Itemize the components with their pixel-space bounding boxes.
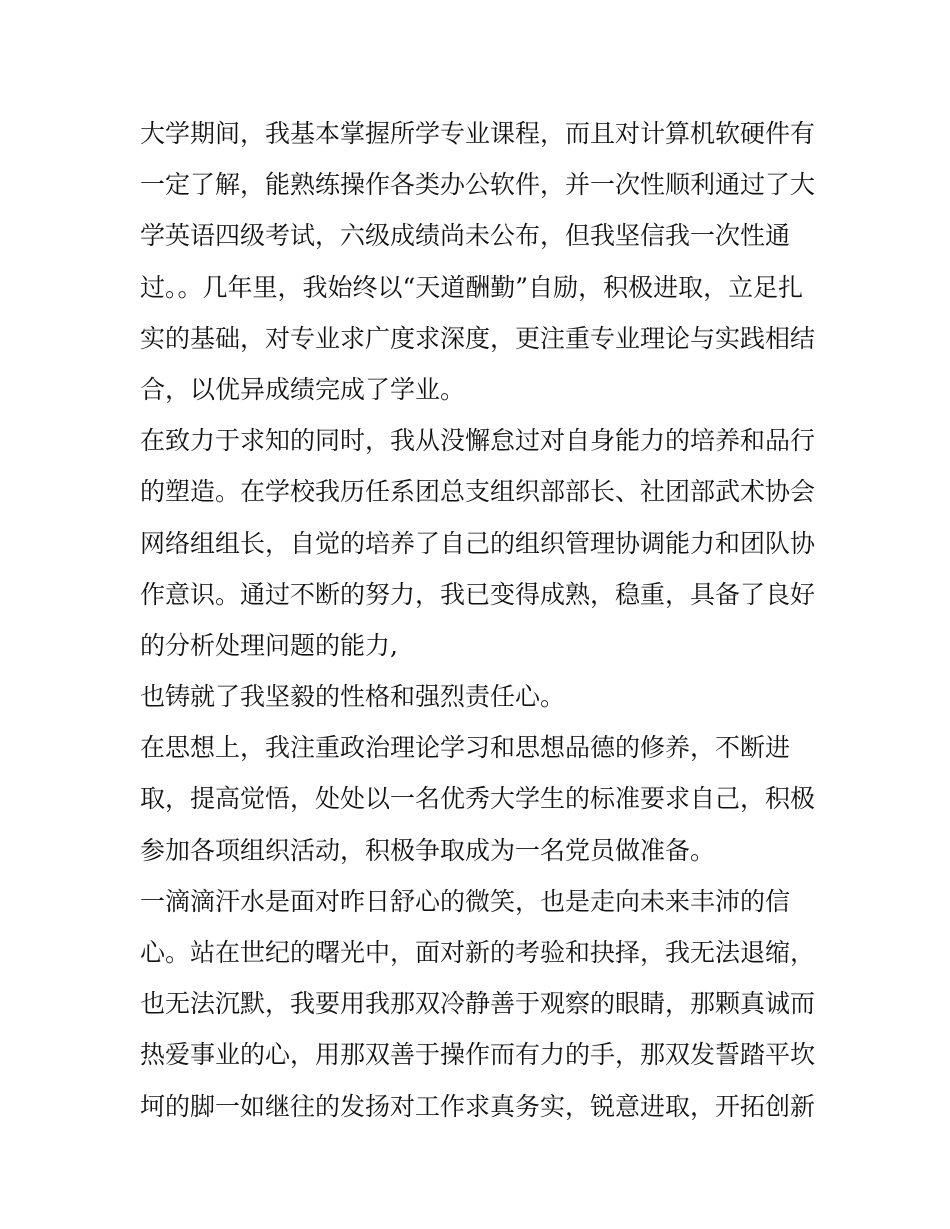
body-text (140, 108, 820, 1132)
text-line: 合，以优异成绩完成了学业。 (140, 374, 466, 404)
text-line: 学英语四级考试，六级成绩尚未公布，但我坚信我一次性通 (140, 221, 791, 251)
text-line: 心。站在世纪的曙光中，面对新的考验和抉择，我无法退缩， (140, 938, 816, 967)
text-line: 网络组组长，自觉的培养了自己的组织管理协调能力和团队协 (140, 528, 816, 558)
text-line: 过。。几年里，我始终以“天道酬勤”自励，积极进取，立足扎 (140, 272, 804, 302)
text-line: 在致力于求知的同时，我从没懈怠过对自身能力的培养和品行 (140, 426, 816, 456)
text-line: 在思想上，我注重政治理论学习和思想品德的修养，不断进 (140, 733, 791, 763)
text-line: 作意识。通过不断的努力，我已变得成熟，稳重，具备了良好 (140, 579, 816, 609)
text-line: 一滴滴汗水是面对昨日舒心的微笑，也是走向未来丰沛的信 (140, 886, 791, 916)
text-line: 一定了解，能熟练操作各类办公软件，并一次性顺利通过了大 (140, 170, 816, 200)
text-line: 实的基础，对专业求广度求深度，更注重专业理论与实践相结 (140, 323, 816, 353)
text-line: 的分析处理问题的能力, (140, 630, 398, 660)
text-line: 大学期间，我基本掌握所学专业课程，而且对计算机软硬件有 (140, 119, 816, 148)
text-line: 也无法沉默，我要用我那双冷静善于观察的眼睛，那颗真诚而 (140, 989, 816, 1019)
text-line: 的塑造。在学校我历任系团总支组织部部长、社团部武术协会 (140, 477, 816, 507)
text-line: 坷的脚一如继往的发扬对工作求真务实，锐意进取，开拓创新 (140, 1091, 816, 1121)
text-line: 参加各项组织活动，积极争取成为一名党员做准备。 (140, 835, 716, 865)
text-line: 热爱事业的心，用那双善于操作而有力的手，那双发誓踏平坎 (140, 1040, 816, 1070)
text-line: 取，提高觉悟，处处以一名优秀大学生的标准要求自己，积极 (140, 784, 816, 814)
text-line: 也铸就了我坚毅的性格和强烈责任心。 (140, 682, 566, 712)
